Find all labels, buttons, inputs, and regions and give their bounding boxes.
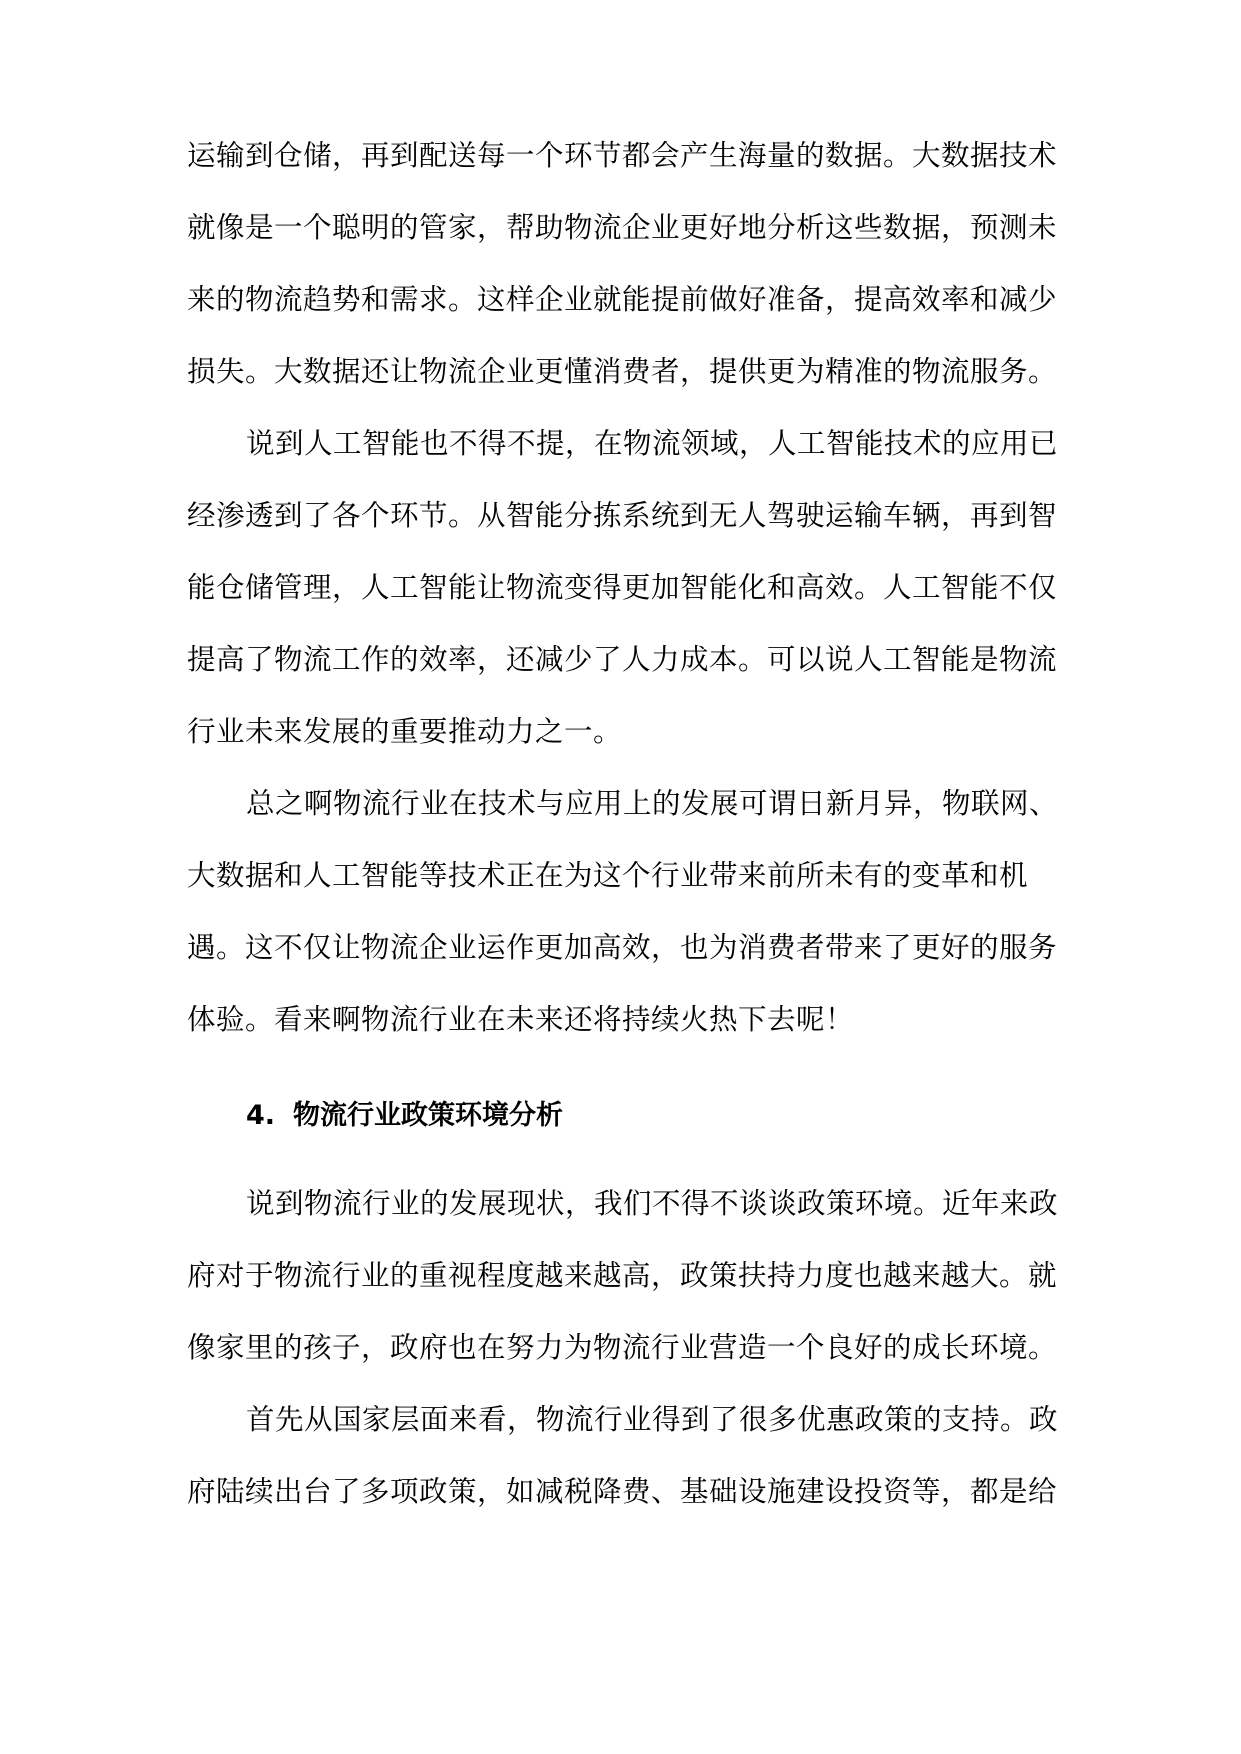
paragraph-1-line-2: 就像是一个聪明的管家，帮助物流企业更好地分析这些数据，预测未: [187, 211, 1058, 244]
section-number: 4.: [246, 1100, 276, 1131]
paragraph-3-line-1: 总之啊物流行业在技术与应用上的发展可谓日新月异，物联网、: [246, 787, 1059, 820]
paragraph-2-line-5: 行业未来发展的重要推动力之一。: [187, 715, 623, 748]
paragraph-3-line-3: 遇。这不仅让物流企业运作更加高效，也为消费者带来了更好的服务: [187, 931, 1058, 964]
section-paragraph-1-line-3: 像家里的孩子，政府也在努力为物流行业营造一个良好的成长环境。: [187, 1331, 1058, 1364]
paragraph-3-line-2: 大数据和人工智能等技术正在为这个行业带来前所未有的变革和机: [187, 859, 1029, 892]
paragraph-2-line-2: 经渗透到了各个环节。从智能分拣系统到无人驾驶运输车辆，再到智: [187, 499, 1058, 532]
paragraph-1-line-4: 损失。大数据还让物流企业更懂消费者，提供更为精准的物流服务。: [187, 355, 1058, 388]
paragraph-3-line-4: 体验。看来啊物流行业在未来还将持续火热下去呢！: [187, 1003, 855, 1036]
paragraph-2-line-4: 提高了物流工作的效率，还减少了人力成本。可以说人工智能是物流: [187, 643, 1058, 676]
section-paragraph-1-line-2: 府对于物流行业的重视程度越来越高，政策扶持力度也越来越大。就: [187, 1259, 1058, 1292]
section-paragraph-2-line-2: 府陆续出台了多项政策，如减税降费、基础设施建设投资等，都是给: [187, 1475, 1058, 1508]
section-paragraph-1-line-1: 说到物流行业的发展现状，我们不得不谈谈政策环境。近年来政: [246, 1187, 1059, 1220]
paragraph-2-line-3: 能仓储管理，人工智能让物流变得更加智能化和高效。人工智能不仅: [187, 571, 1058, 604]
paragraph-2-line-1: 说到人工智能也不得不提，在物流领域，人工智能技术的应用已: [246, 427, 1059, 460]
section-title: 物流行业政策环境分析: [293, 1100, 564, 1131]
paragraph-1-line-3: 来的物流趋势和需求。这样企业就能提前做好准备，提高效率和减少: [187, 283, 1058, 316]
section-paragraph-2-line-1: 首先从国家层面来看，物流行业得到了很多优惠政策的支持。政: [246, 1403, 1059, 1436]
paragraph-1-line-1: 运输到仓储，再到配送每一个环节都会产生海量的数据。大数据技术: [187, 139, 1058, 172]
section-heading: [246, 1096, 563, 1136]
